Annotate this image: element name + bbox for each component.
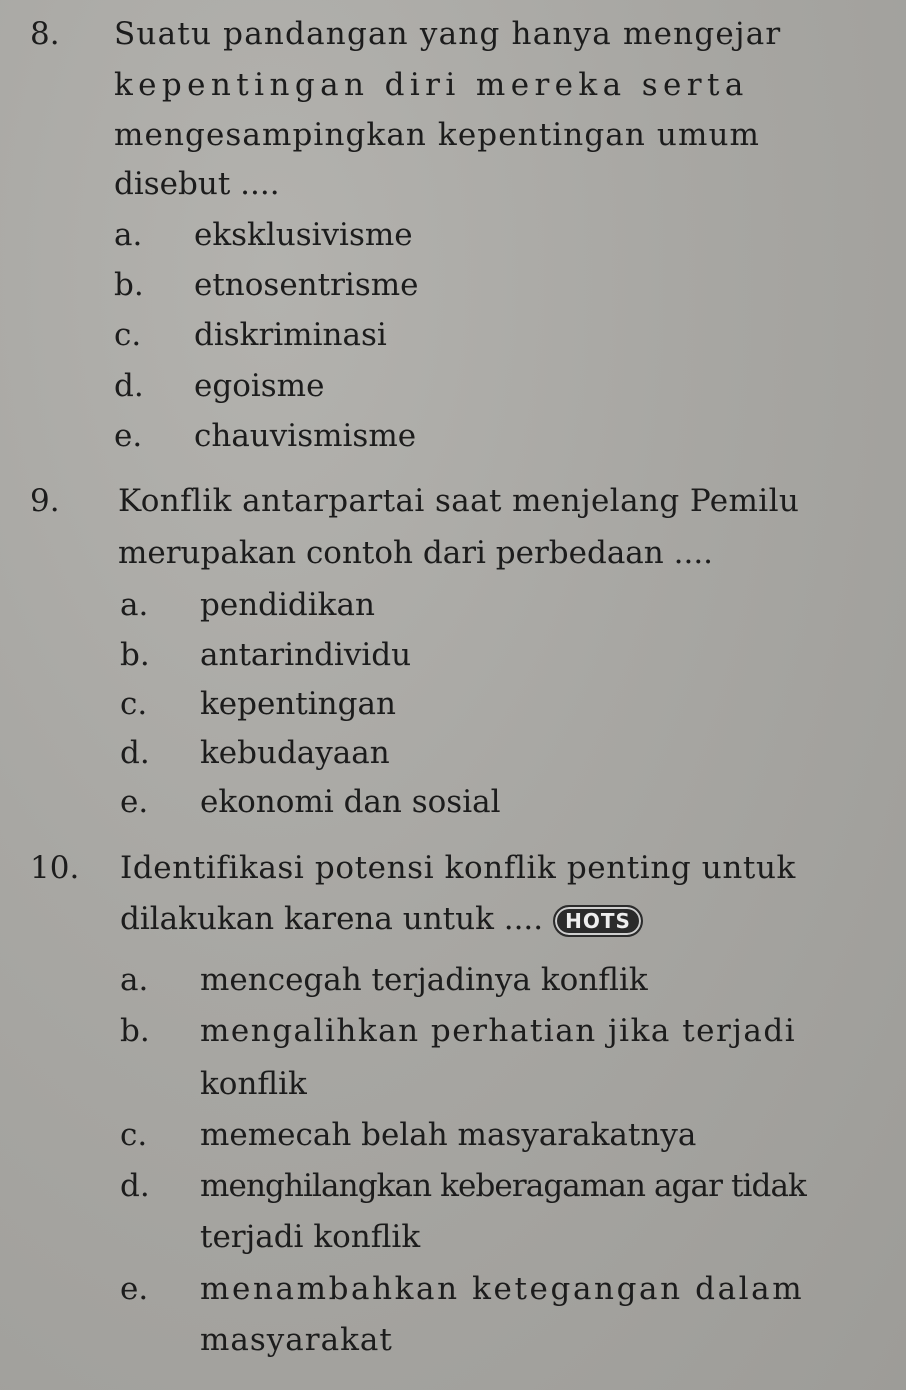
option-letter: a. [120,587,149,623]
option-text: antarindividu [200,637,412,673]
option-letter: e. [114,418,143,454]
option-letter: e. [120,1271,149,1307]
option-text: eksklusivisme [194,217,413,253]
option-letter: a. [120,962,149,998]
question-text-line [120,901,643,937]
option-text: kebudayaan [200,735,390,771]
option-c [114,317,387,353]
option-text: kepentingan [200,686,396,722]
question-number: 10. [30,850,80,886]
option-text: mengalihkan perhatian jika terjadi [200,1013,797,1049]
option-c [120,1117,697,1153]
option-text: menghilangkan keberagaman agar tidak [200,1168,806,1204]
question-number: 8. [30,16,60,52]
option-text: menambahkan ketegangan dalam [200,1271,805,1307]
option-b [120,637,412,673]
option-b [120,1013,797,1049]
question-text-line: disebut .... [114,166,280,202]
option-d-continued [200,1219,421,1255]
option-d [114,368,325,404]
option-a [120,962,648,998]
question-text-line: Suatu pandangan yang hanya mengejar [114,16,782,52]
option-letter: c. [120,686,148,722]
option-text: pendidikan [200,587,375,623]
option-text: memecah belah masyarakatnya [200,1117,697,1153]
option-letter: b. [120,1013,150,1049]
option-b-continued [200,1066,307,1102]
option-text: terjadi konflik [200,1219,421,1255]
option-e [120,784,501,820]
option-letter: e. [120,784,149,820]
option-e [114,418,417,454]
option-text: konflik [200,1066,307,1102]
option-text: masyarakat [200,1322,393,1358]
option-a [114,217,413,253]
option-text: chauvismisme [194,418,417,454]
option-letter: a. [114,217,143,253]
option-d [120,1168,806,1204]
hots-badge: HOTS [553,905,643,937]
option-text: etnosentrisme [194,267,419,303]
option-letter: d. [120,1168,150,1204]
question-text: dilakukan karena untuk .... [120,901,544,937]
question-number: 9. [30,483,60,519]
option-e-continued [200,1322,393,1358]
option-e [120,1271,805,1307]
option-text: mencegah terjadinya konflik [200,962,648,998]
option-letter: c. [114,317,142,353]
question-text-line: mengesampingkan kepentingan umum [114,117,761,153]
question-text-line: kepentingan diri mereka serta [114,67,749,103]
option-text: egoisme [194,368,325,404]
option-text: ekonomi dan sosial [200,784,501,820]
question-text-line: Identifikasi potensi konflik penting untuk [120,850,796,886]
question-text-line: merupakan contoh dari perbedaan .... [118,535,714,571]
option-text: diskriminasi [194,317,387,353]
option-b [114,267,419,303]
option-c [120,686,396,722]
option-letter: b. [114,267,144,303]
option-letter: d. [120,735,150,771]
option-a [120,587,375,623]
option-letter: c. [120,1117,148,1153]
option-letter: b. [120,637,150,673]
option-letter: d. [114,368,144,404]
question-text-line: Konflik antarpartai saat menjelang Pemilu [118,483,800,519]
option-d [120,735,390,771]
